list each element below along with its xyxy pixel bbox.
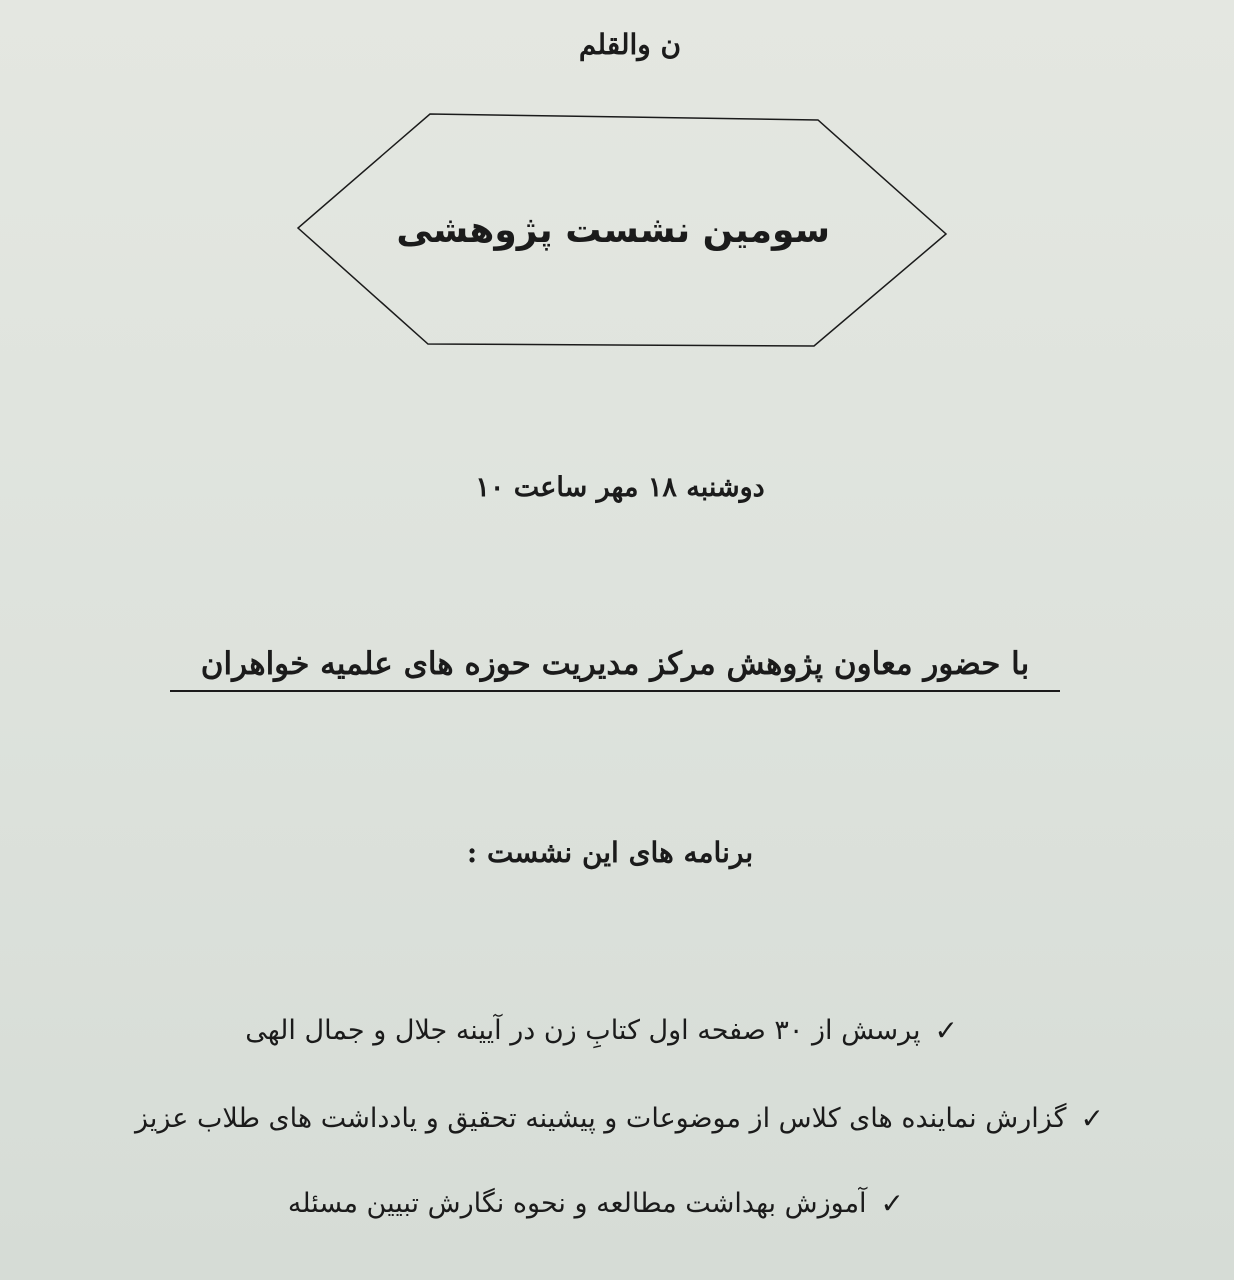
session-title: سومین نشست پژوهشی	[396, 210, 830, 251]
list-item-text: پرسش از ۳۰ صفحه اول کتابِ زن در آیینه جلال و جمال الهی	[245, 1015, 921, 1046]
list-item	[135, 1102, 1104, 1135]
list-item-text: گزارش نماینده های کلاس از موضوعات و پیشینه تحقیق و یادداشت های طلاب عزیز	[134, 1103, 1067, 1134]
session-presence-note: با حضور معاون پژوهش مرکز مدیریت حوزه های علمیه خواهران	[170, 646, 1060, 692]
list-item-text: آموزش بهداشت مطالعه و نحوه نگارش تبیین مسئله	[287, 1188, 867, 1219]
programs-heading: برنامه های این نشست :	[466, 836, 754, 869]
check-icon: ✓	[1080, 1102, 1104, 1135]
list-item	[245, 1014, 958, 1047]
list-item	[288, 1187, 904, 1220]
check-icon: ✓	[934, 1014, 958, 1047]
check-icon: ✓	[880, 1187, 904, 1220]
session-date-time: دوشنبه ۱۸ مهر ساعت ۱۰	[475, 472, 765, 503]
basmala-heading: ن والقلم	[578, 28, 682, 61]
